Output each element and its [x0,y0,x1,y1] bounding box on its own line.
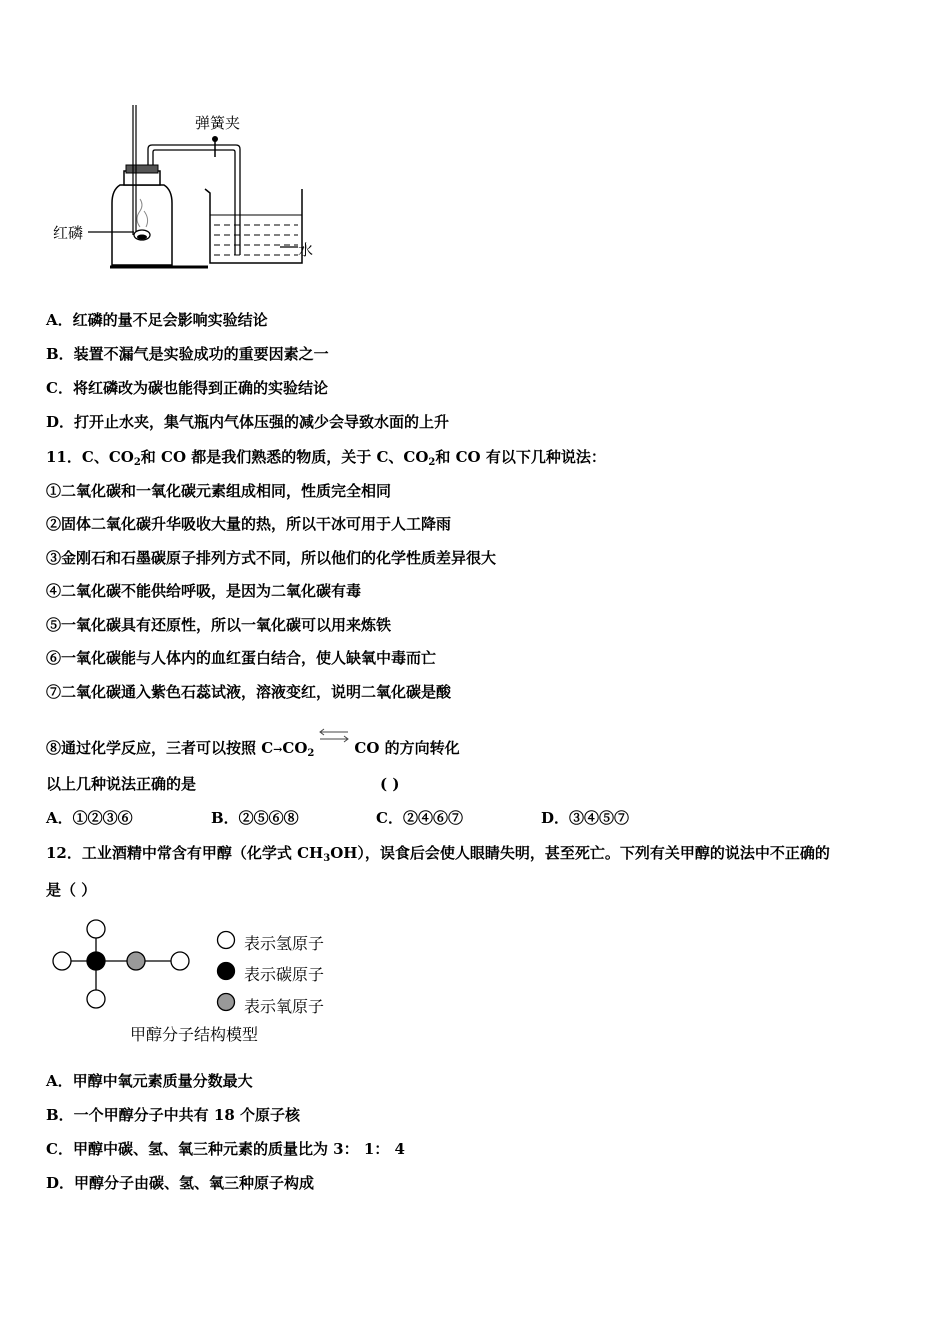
q11-stem: 11．C、$CO_2$和 CO 都是我们熟悉的物质，关于 C、$CO_2$和 CO 有以下几种说法： [46,448,606,468]
q12-option-d: D．甲醇分子由碳、氢、氧三种原子构成 [46,1174,315,1192]
q11-statement-2: ②固体二氧化碳升华吸收大量的热，所以干冰可用于人工降雨 [46,515,452,533]
q10-option-a: A．红磷的量不足会影响实验结论 [46,311,268,329]
q10-option-d: D．打开止水夹，集气瓶内气体压强的减少会导致水面的上升 [46,413,450,431]
q11-statement-3: ③金刚石和石墨碳原子排列方式不同，所以他们的化学性质差异很大 [46,549,497,567]
q11-prompt: 以上几种说法正确的是 [46,775,197,793]
legend-oxygen-label: 表示氧原子 [244,997,325,1016]
hydrogen-atom-right [171,952,189,970]
legend-hydrogen-icon [216,930,236,950]
q11-choice-a: A．①②③⑥ [46,809,133,827]
q11-choice-b: B．②⑤⑥⑧ [211,809,299,827]
hydrogen-atom-left [53,952,71,970]
apparatus-diagram [40,95,340,275]
label-phosphorus: 红磷 [53,224,84,242]
reversible-arrow-icon [314,727,354,747]
q11-statement-1: ①二氧化碳和一氧化碳元素组成相同，性质完全相同 [46,482,392,500]
carbon-atom [87,952,105,970]
q12-option-a: A．甲醇中氧元素质量分数最大 [46,1072,253,1090]
q11-statement-4: ④二氧化碳不能供给呼吸，是因为二氧化碳有毒 [46,582,362,600]
hydrogen-atom-bottom [87,990,105,1008]
legend-oxygen-icon [216,992,236,1012]
label-water: 水 [298,241,314,259]
q11-choice-d: D．③④⑤⑦ [541,809,630,827]
q10-option-c: C．将红磷改为碳也能得到正确的实验结论 [46,379,328,397]
label-clip: 弹簧夹 [195,114,241,132]
q12-option-c: C．甲醇中碳、氢、氧三种元素的质量比为 3： 1： 4 [46,1140,405,1158]
model-caption: 甲醇分子结构模型 [130,1025,259,1044]
q11-statement-5: ⑤一氧化碳具有还原性，所以一氧化碳可以用来炼铁 [46,616,392,634]
legend-carbon-label: 表示碳原子 [244,965,325,984]
q11-statement-8: ⑧通过化学反应，三者可以按照 $C\to CO_2$ CO 的方向转化 [46,727,460,760]
legend-carbon-icon [216,961,236,981]
legend-hydrogen-label: 表示氢原子 [244,934,325,953]
q12-stem-line2: 是（ ） [46,881,97,899]
q12-option-b: B．一个甲醇分子中共有 18 个原子核 [46,1106,300,1124]
q11-statement-6: ⑥一氧化碳能与人体内的血红蛋白结合，使人缺氧中毒而亡 [46,649,437,667]
q12-stem: 12．工业酒精中常含有甲醇（化学式 $CH_3OH$），误食后会使人眼睛失明，甚至死亡。下列有关甲醇的说法中不正确的 [46,844,830,864]
q11-answer-paren: ( ) [380,775,400,793]
q11-choice-c: C．②④⑥⑦ [376,809,463,827]
methanol-model-diagram [46,915,206,1015]
hydrogen-atom-top [87,920,105,938]
oxygen-atom [127,952,145,970]
q10-option-b: B．装置不漏气是实验成功的重要因素之一 [46,345,329,363]
q11-statement-7: ⑦二氧化碳通入紫色石蕊试液，溶液变红，说明二氧化碳是酸 [46,683,452,701]
